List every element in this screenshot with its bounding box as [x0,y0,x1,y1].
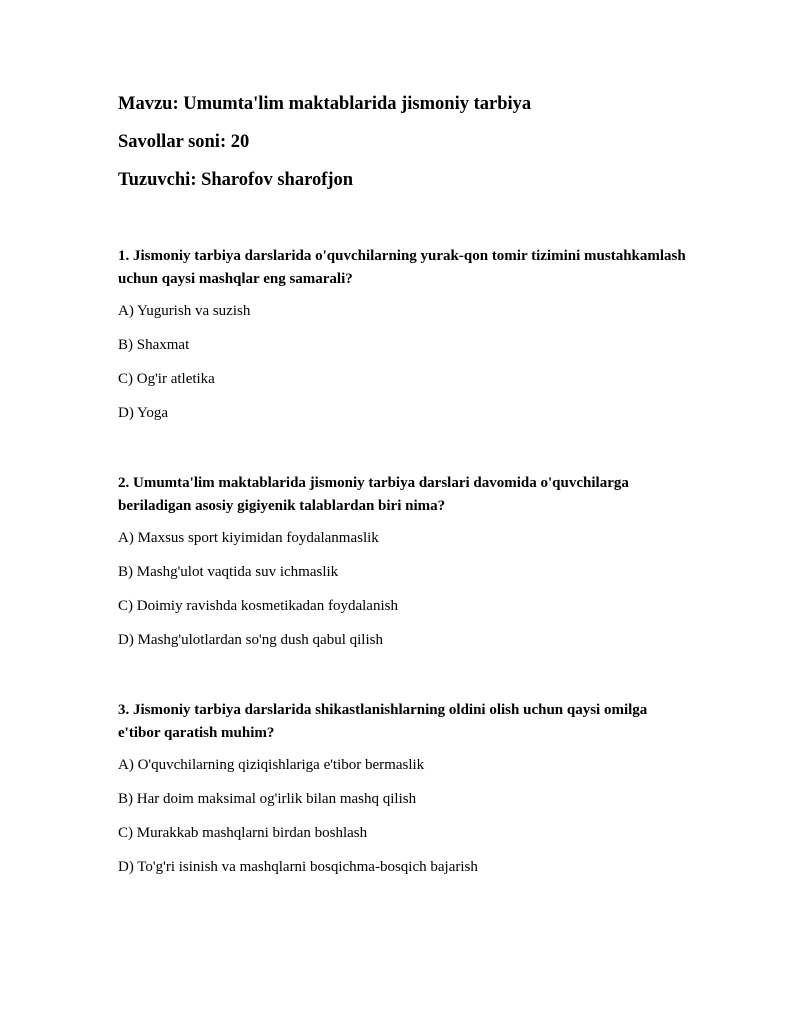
question-text: 3. Jismoniy tarbiya darslarida shikastlanishlarning oldini olish uchun qaysi omilga e'tibor qaratish muhim? [118,702,648,741]
question-2 [118,472,688,650]
question-1 [118,245,688,423]
option-d: D) To'g'ri isinish va mashqlarni bosqichma-bosqich bajarish [118,859,478,875]
question-text: 1. Jismoniy tarbiya darslarida o'quvchilarning yurak-qon tomir tizimini mustahkamlash uchun qaysi mashqlar eng samarali? [118,248,686,287]
option-b: B) Mashg'ulot vaqtida suv ichmaslik [118,564,339,580]
option-d: D) Mashg'ulotlardan so'ng dush qabul qilish [118,632,383,648]
question-count-heading: Savollar soni: 20 [118,132,250,152]
document-page [118,92,688,891]
question-3 [118,699,688,877]
option-a: A) O'quvchilarning qiziqishlariga e'tibor bermaslik [118,757,425,773]
option-c: C) Doimiy ravishda kosmetikadan foydalanish [118,598,398,614]
option-b: B) Shaxmat [118,337,190,353]
question-text: 2. Umumta'lim maktablarida jismoniy tarbiya darslari davomida o'quvchilarga beriladigan asosiy gigiyenik talablardan biri nima? [118,475,629,514]
option-d: D) Yoga [118,405,169,421]
topic-heading: Mavzu: Umumta'lim maktablarida jismoniy tarbiya [118,94,532,114]
option-a: A) Yugurish va suzish [118,303,251,319]
option-c: C) Og'ir atletika [118,371,215,387]
option-c: C) Murakkab mashqlarni birdan boshlash [118,825,368,841]
option-b: B) Har doim maksimal og'irlik bilan mashq qilish [118,791,417,807]
option-a: A) Maxsus sport kiyimidan foydalanmaslik [118,530,379,546]
author-heading: Tuzuvchi: Sharofov sharofjon [118,170,354,190]
